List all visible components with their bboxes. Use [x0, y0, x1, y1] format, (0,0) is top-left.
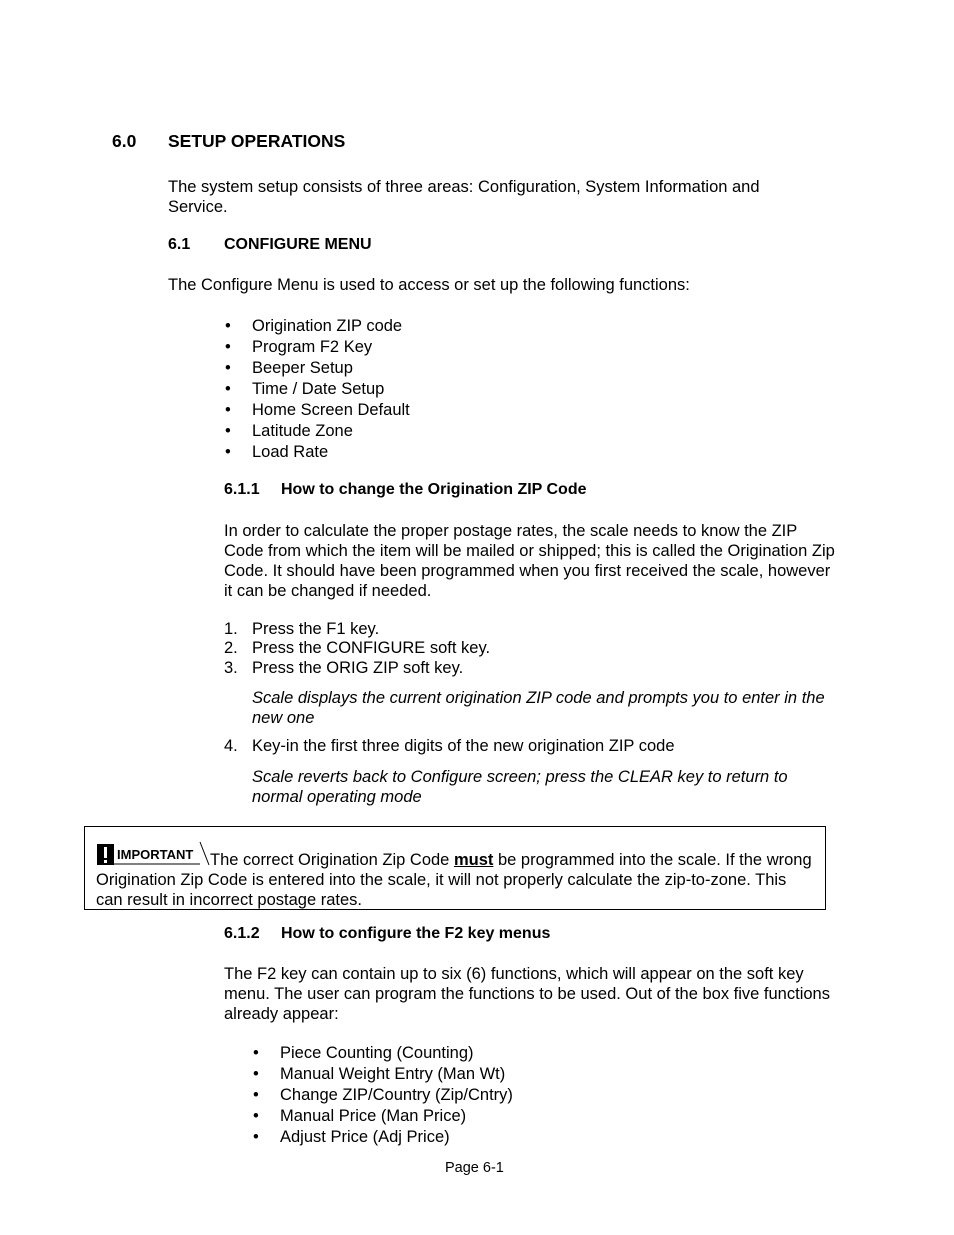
list-item	[225, 316, 410, 337]
important-badge-icon	[96, 841, 210, 867]
step3-note: Scale displays the current origination ZIP code and prompts you to enter in the new one	[252, 689, 825, 727]
step-text: Press the ORIG ZIP soft key.	[252, 659, 464, 677]
list-item	[225, 400, 410, 421]
list-item-label: Manual Weight Entry (Man Wt)	[280, 1065, 506, 1083]
list-item-label: Load Rate	[252, 443, 329, 461]
step4-note: Scale reverts back to Configure screen; press the CLEAR key to return to normal operating mode	[252, 768, 788, 806]
step-text: Key-in the first three digits of the new origination ZIP code	[252, 737, 675, 755]
subsection-title: CONFIGURE MENU	[224, 236, 372, 253]
important-text-after: be programmed into the scale. If the wrong Origination Zip Code is entered into the scale, it will not properly calculate the zip-to-zone. This can result in incorrect postage rates.	[96, 851, 812, 909]
f2-paragraph: The F2 key can contain up to six (6) functions, which will appear on the soft key menu. The user can program the functions to be used. Out of the box five functions already appear:	[224, 965, 830, 1023]
bullet-icon: •	[225, 338, 231, 356]
bullet-icon: •	[253, 1044, 259, 1062]
bullet-icon: •	[225, 401, 231, 419]
bullet-icon: •	[253, 1086, 259, 1104]
list-item-label: Origination ZIP code	[252, 317, 403, 335]
step-number: 2.	[224, 639, 238, 657]
bullet-icon: •	[253, 1065, 259, 1083]
list-item	[253, 1127, 513, 1148]
important-callout	[84, 826, 826, 910]
list-item	[225, 379, 410, 400]
list-item-label: Adjust Price (Adj Price)	[280, 1128, 450, 1146]
intro-paragraph: The system setup consists of three areas: Configuration, System Information and Service.	[168, 178, 760, 216]
step-number: 3.	[224, 659, 238, 677]
section-number: 6.0	[112, 131, 137, 151]
step-3	[224, 659, 464, 678]
f2-items-list	[253, 1043, 513, 1148]
bullet-icon: •	[225, 317, 231, 335]
step-number: 1.	[224, 620, 238, 638]
sub611-number: 6.1.1	[224, 481, 260, 498]
list-item-label: Time / Date Setup	[252, 380, 385, 398]
list-item	[253, 1043, 513, 1064]
bullet-icon: •	[225, 380, 231, 398]
list-item	[225, 337, 410, 358]
list-item-label: Manual Price (Man Price)	[280, 1107, 467, 1125]
list-item	[253, 1085, 513, 1106]
list-item-label: Latitude Zone	[252, 422, 353, 440]
list-item	[225, 442, 410, 463]
bullet-icon: •	[225, 443, 231, 461]
list-item-label: Home Screen Default	[252, 401, 410, 419]
step-1	[224, 620, 380, 639]
configure-items-list	[225, 316, 410, 463]
section-title: SETUP OPERATIONS	[168, 131, 346, 151]
page-number: Page 6-1	[445, 1160, 504, 1176]
bullet-icon: •	[225, 359, 231, 377]
important-text-before: The correct Origination Zip Code	[210, 851, 454, 869]
list-item-label: Piece Counting (Counting)	[280, 1044, 474, 1062]
step-number: 4.	[224, 737, 238, 755]
list-item	[225, 421, 410, 442]
bullet-icon: •	[253, 1128, 259, 1146]
important-text	[96, 841, 816, 910]
list-item-label: Program F2 Key	[252, 338, 373, 356]
bullet-icon: •	[225, 422, 231, 440]
step-2	[224, 639, 491, 658]
sub612-number: 6.1.2	[224, 925, 260, 942]
list-item	[225, 358, 410, 379]
step-text: Press the F1 key.	[252, 620, 380, 638]
list-item-label: Beeper Setup	[252, 359, 353, 377]
bullet-icon: •	[253, 1107, 259, 1125]
list-item	[253, 1064, 513, 1085]
step-4	[224, 737, 675, 756]
subsection-number: 6.1	[168, 236, 191, 253]
configure-intro: The Configure Menu is used to access or set up the following functions:	[168, 276, 690, 294]
important-badge-label: IMPORTANT	[117, 847, 194, 862]
sub611-title: How to change the Origination ZIP Code	[281, 481, 587, 498]
step-text: Press the CONFIGURE soft key.	[252, 639, 491, 657]
list-item	[253, 1106, 513, 1127]
sub612-title: How to configure the F2 key menus	[281, 925, 551, 942]
important-emphasis: must	[453, 851, 494, 869]
list-item-label: Change ZIP/Country (Zip/Cntry)	[280, 1086, 513, 1104]
zip-paragraph: In order to calculate the proper postage rates, the scale needs to know the ZIP Code from which the item will be mailed or shipped; this is called the Origination Zip Code. It should have been programmed when you first received the scale, however it can be changed if needed.	[224, 522, 835, 600]
